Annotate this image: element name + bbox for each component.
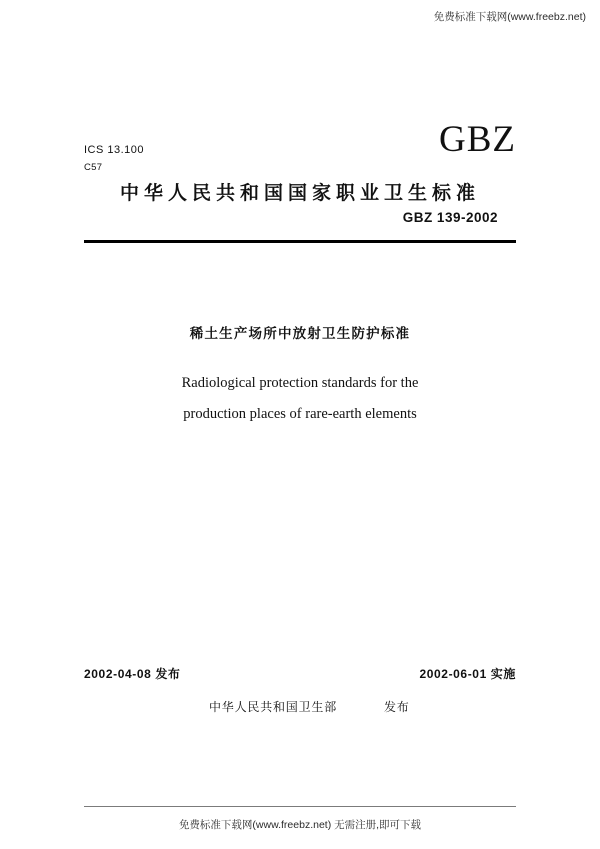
- publish-verb: 发布: [384, 700, 410, 714]
- effective-date: 2002-06-01 实施: [419, 667, 516, 681]
- classification-code: C57: [84, 162, 103, 173]
- english-subject-title: [84, 368, 516, 430]
- english-title-line-1: Radiological protection standards for the: [181, 375, 419, 391]
- ics-block: [84, 142, 144, 176]
- standard-title: 中华人民共和国国家职业卫生标准: [119, 183, 480, 204]
- header-divider: [84, 240, 516, 243]
- issue-date: 2002-04-08 发布: [84, 667, 181, 681]
- footer-divider: [84, 806, 516, 807]
- bottom-watermark: 免费标准下载网(www.freebz.net) 无需注册,即可下载: [178, 819, 422, 831]
- top-watermark: 免费标准下载网(www.freebz.net): [433, 11, 586, 23]
- standard-number: GBZ 139-2002: [402, 210, 498, 225]
- english-title-line-2: production places of rare-earth elements: [183, 406, 417, 422]
- ics-code: ICS 13.100: [84, 144, 145, 156]
- gbz-logo: GBZ: [439, 119, 516, 160]
- publisher-name: 中华人民共和国卫生部: [209, 700, 338, 714]
- chinese-subject-title: 稀土生产场所中放射卫生防护标准: [189, 326, 411, 341]
